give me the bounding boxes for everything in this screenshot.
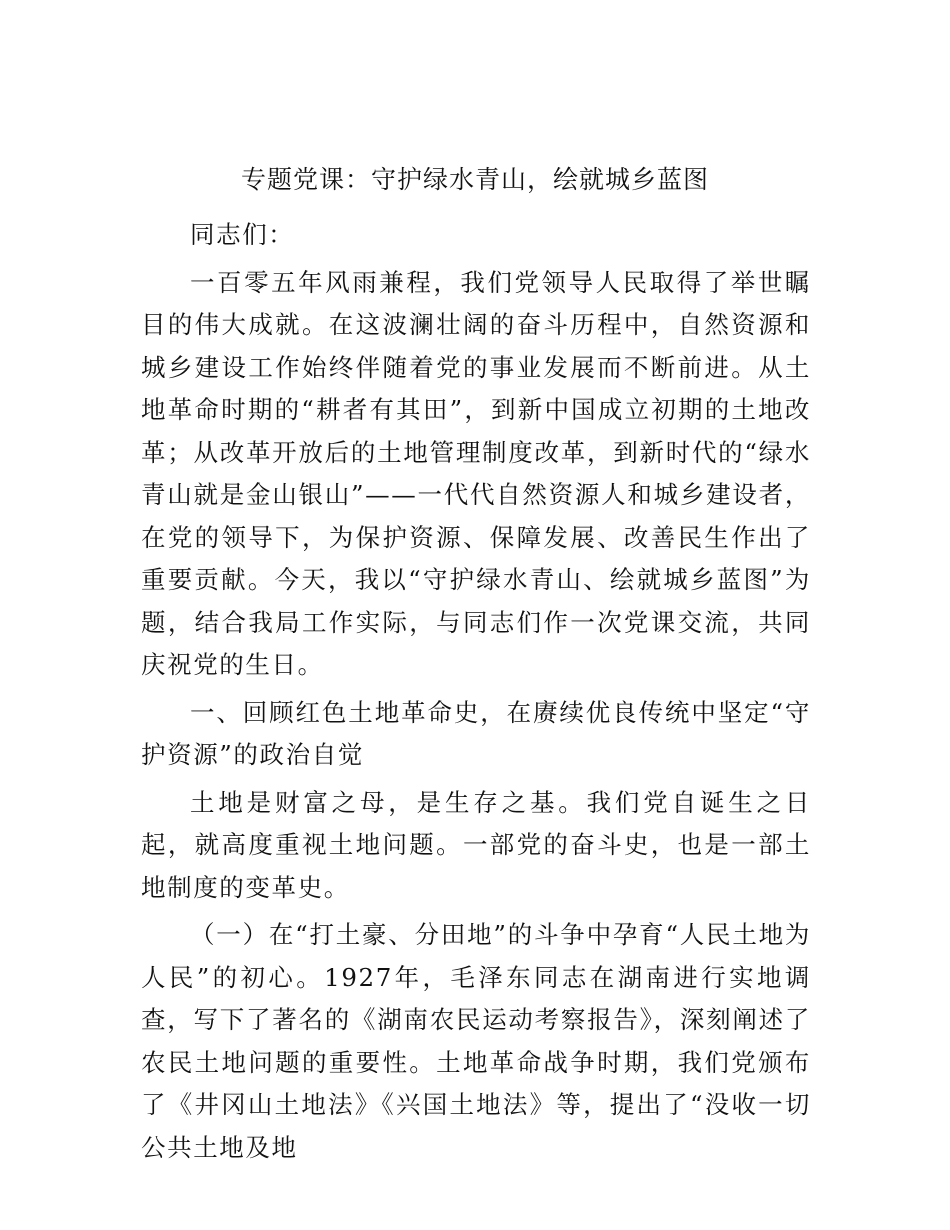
section-heading-1: 一、回顾红色土地革命史，在赓续优良传统中坚定“守护资源”的政治自觉 [141,697,811,769]
document-title: 专题党课：守护绿水青山，绘就城乡蓝图 [240,165,709,194]
subsection-1: （一）在“打土豪、分田地”的斗争中孕育“人民土地为人民”的初心。1927年，毛泽东同志在湖南进行实地调查，写下了著名的《湖南农民运动考察报告》，深刻阐述了农民土地问题的重要性。土地革命战争时期，我们党颁布了《井冈山土地法》《兴国土地法》等，提出了“没收一切公共土地及地 [141,920,811,1162]
paragraph-land-history: 土地是财富之母，是生存之基。我们党自诞生之日起，就高度重视土地问题。一部党的奋斗史，也是一部土地制度的变革史。 [141,787,811,902]
document-body [141,214,811,1174]
salutation: 同志们： [190,220,295,249]
paragraph-intro: 一百零五年风雨兼程，我们党领导人民取得了举世瞩目的伟大成就。在这波澜壮阔的奋斗历程中，自然资源和城乡建设工作始终伴随着党的事业发展而不断前进。从土地革命时期的“耕者有其田”，到新中国成立初期的土地改革；从改革开放后的土地管理制度改革，到新时代的“绿水青山就是金山银山”——一代代自然资源人和城乡建设者，在党的领导下，为保护资源、保障发展、改善民生作出了重要贡献。今天，我以“守护绿水青山、绘就城乡蓝图”为题，结合我局工作实际，与同志们作一次党课交流，共同庆祝党的生日。 [141,267,811,679]
